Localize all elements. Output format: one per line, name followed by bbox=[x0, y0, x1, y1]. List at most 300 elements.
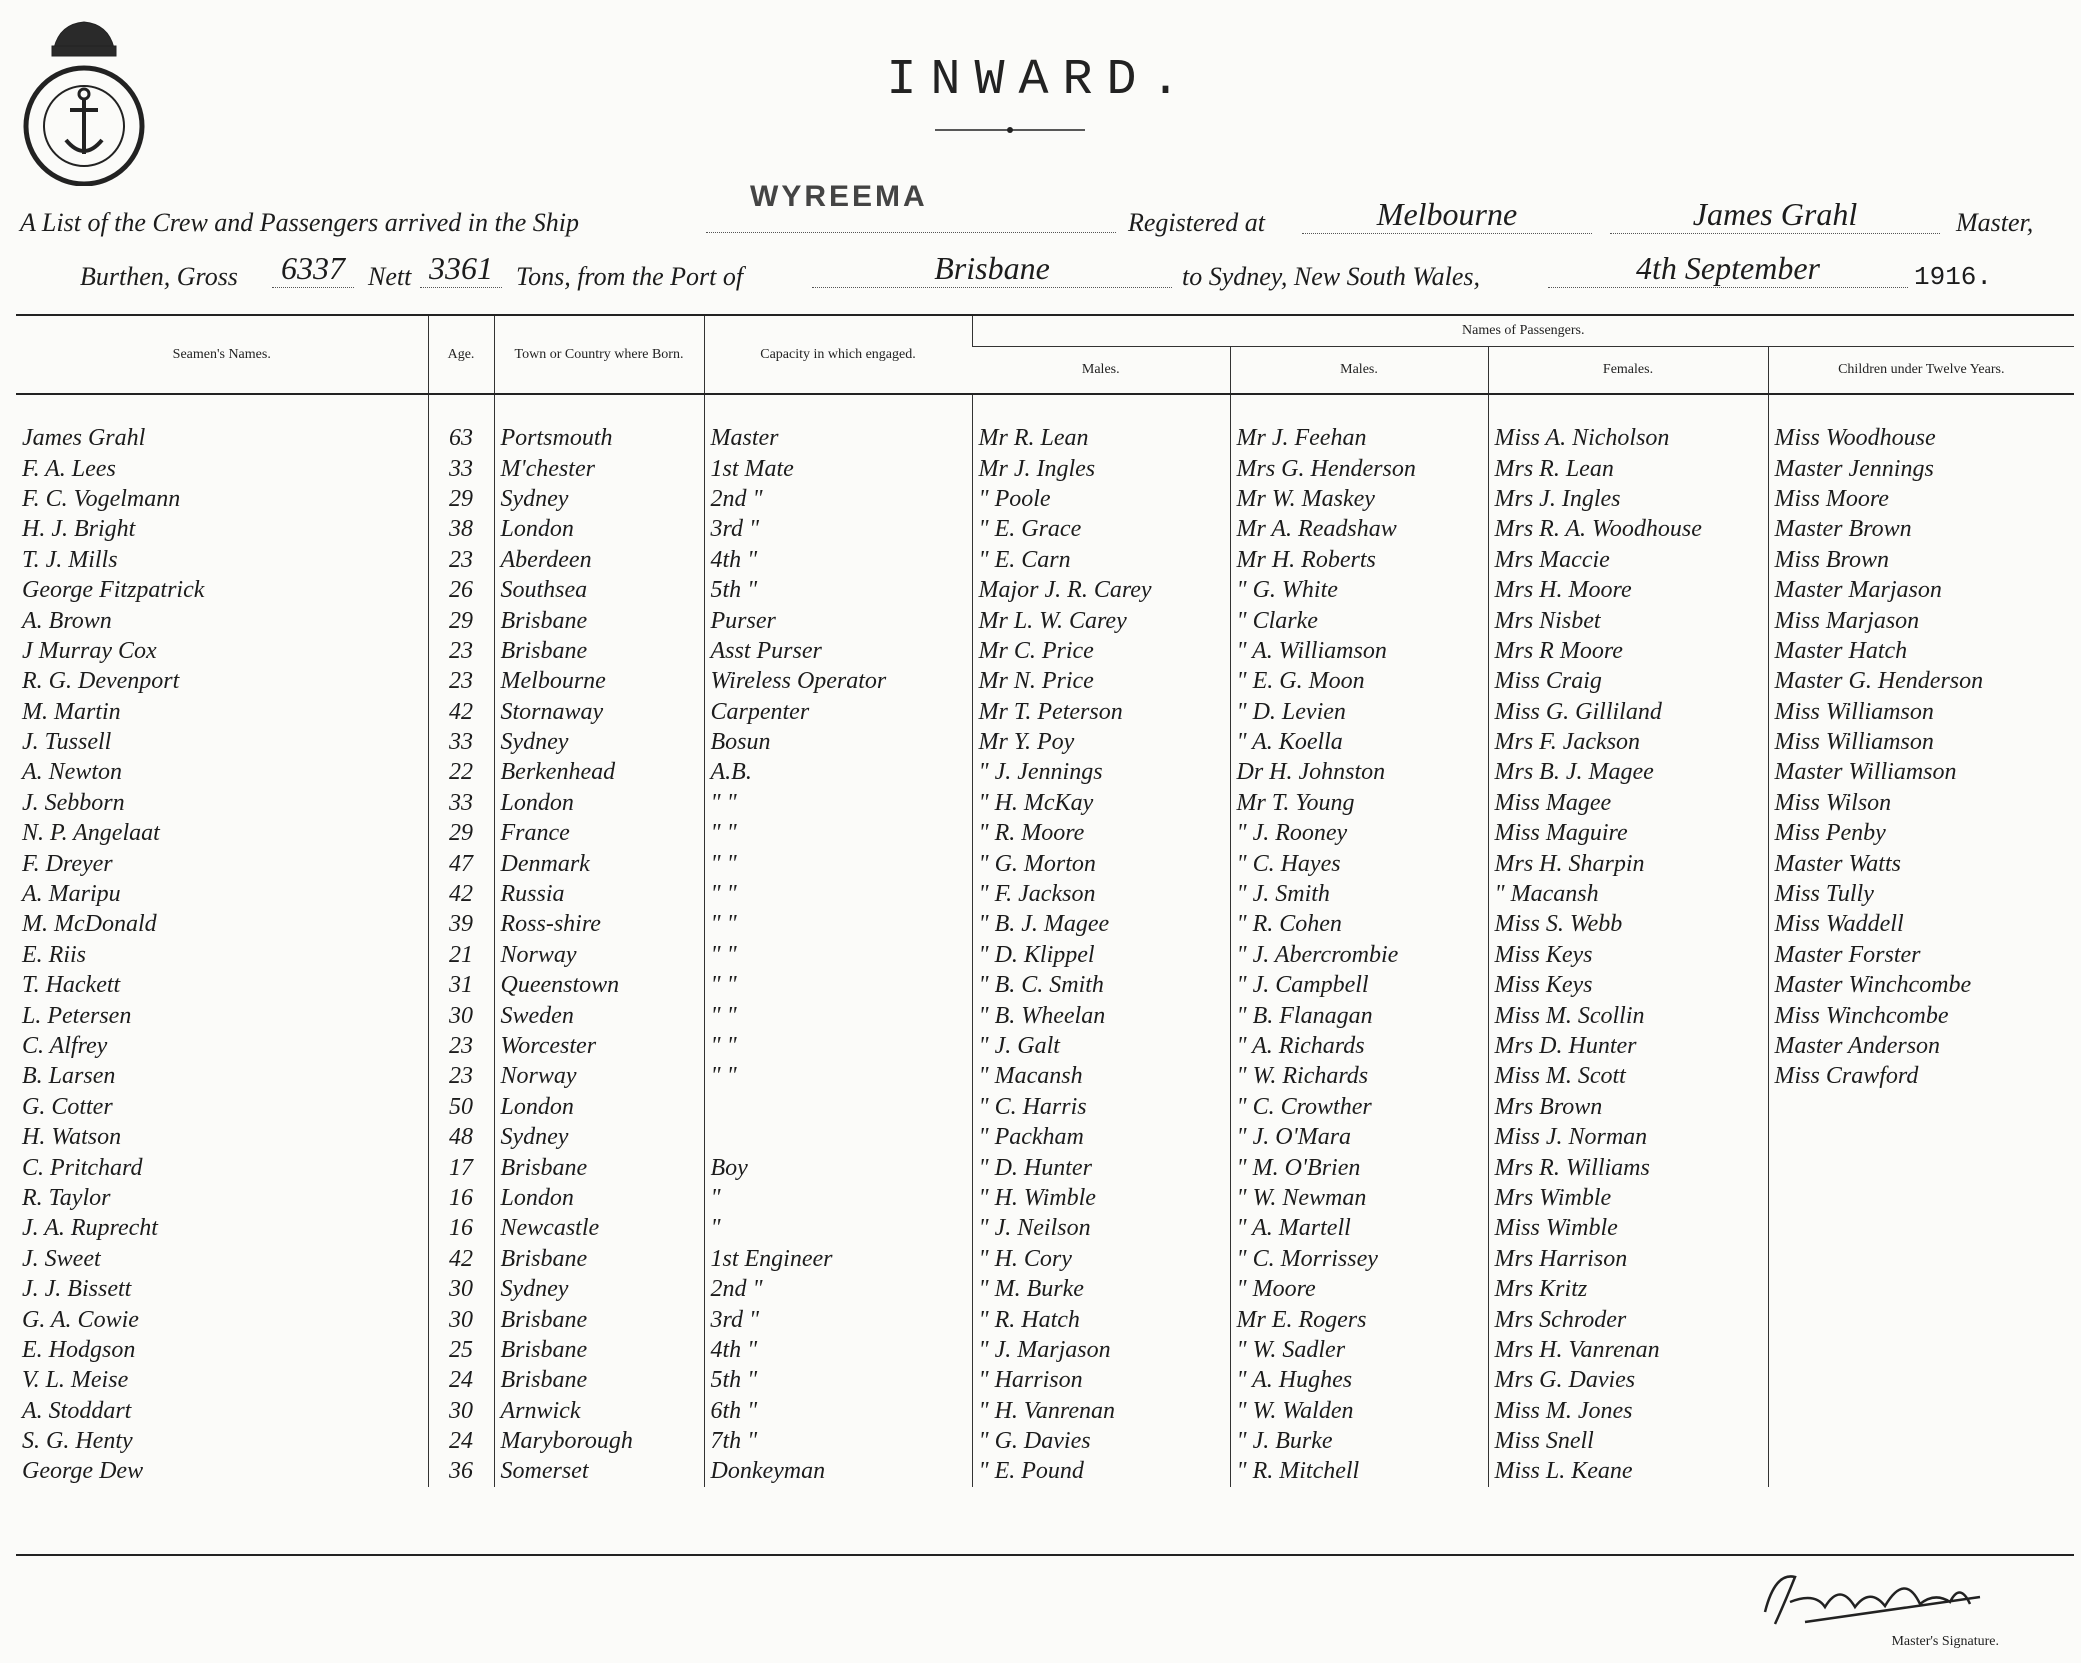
seaman-name: G. A. Cowie bbox=[22, 1306, 139, 1333]
seaman-name: T. Hackett bbox=[22, 972, 121, 999]
passenger-child bbox=[1768, 1183, 2074, 1213]
capacity: Asst Purser bbox=[704, 636, 972, 666]
passenger-male-2: " J. Campbell bbox=[1230, 970, 1488, 1000]
table-row bbox=[16, 636, 2074, 666]
passenger-female: Mrs R. Williams bbox=[1488, 1152, 1768, 1182]
passenger-male-1: " E. Pound bbox=[972, 1456, 1230, 1486]
birthplace: London bbox=[494, 788, 704, 818]
capacity: 6th " bbox=[704, 1396, 972, 1426]
passenger-male-1: " Poole bbox=[972, 484, 1230, 514]
col-females: Females. bbox=[1488, 347, 1768, 395]
col-where-born: Town or Country where Born. bbox=[494, 316, 704, 394]
capacity bbox=[704, 1122, 972, 1152]
passenger-male-1: Mr T. Peterson bbox=[972, 697, 1230, 727]
age: 33 bbox=[428, 453, 494, 483]
capacity: 5th " bbox=[704, 1365, 972, 1395]
col-males-2: Males. bbox=[1230, 347, 1488, 395]
passenger-child: Miss Woodhouse bbox=[1768, 394, 2074, 453]
seaman-name: F. C. Vogelmann bbox=[22, 485, 181, 512]
table-row bbox=[16, 1396, 2074, 1426]
passenger-female: Mrs Maccie bbox=[1488, 545, 1768, 575]
birthplace: Brisbane bbox=[494, 1335, 704, 1365]
birthplace: Ross-shire bbox=[494, 909, 704, 939]
birthplace: Sydney bbox=[494, 484, 704, 514]
capacity: " " bbox=[704, 970, 972, 1000]
col-age: Age. bbox=[428, 316, 494, 394]
table-row bbox=[16, 1183, 2074, 1213]
passenger-male-2: Mr H. Roberts bbox=[1230, 545, 1488, 575]
passenger-male-1: " Harrison bbox=[972, 1365, 1230, 1395]
passenger-female: Mrs Harrison bbox=[1488, 1244, 1768, 1274]
passenger-female: Mrs H. Moore bbox=[1488, 575, 1768, 605]
col-children: Children under Twelve Years. bbox=[1768, 347, 2074, 395]
passenger-female: Mrs D. Hunter bbox=[1488, 1031, 1768, 1061]
passenger-female: " Macansh bbox=[1488, 879, 1768, 909]
capacity: Boy bbox=[704, 1152, 972, 1182]
table-row bbox=[16, 1213, 2074, 1243]
seaman-name: J Murray Cox bbox=[22, 637, 157, 664]
burthen-label: Burthen, Gross bbox=[80, 262, 238, 291]
master-label: Master, bbox=[1956, 208, 2034, 237]
table-row bbox=[16, 909, 2074, 939]
birthplace: Queenstown bbox=[494, 970, 704, 1000]
table-row bbox=[16, 394, 2074, 453]
birthplace: Sydney bbox=[494, 1274, 704, 1304]
age: 33 bbox=[428, 727, 494, 757]
birthplace: M'chester bbox=[494, 453, 704, 483]
passenger-female: Miss A. Nicholson bbox=[1488, 394, 1768, 453]
seaman-name: J. Sebborn bbox=[22, 789, 125, 816]
title-ornament bbox=[935, 126, 1085, 134]
passenger-female: Miss Magee bbox=[1488, 788, 1768, 818]
table-row bbox=[16, 697, 2074, 727]
passenger-male-2: Mr T. Young bbox=[1230, 788, 1488, 818]
passenger-child: Miss Williamson bbox=[1768, 727, 2074, 757]
capacity: 4th " bbox=[704, 1335, 972, 1365]
capacity: " " bbox=[704, 848, 972, 878]
passenger-male-2: Mr E. Rogers bbox=[1230, 1304, 1488, 1334]
passenger-male-2: " J. Rooney bbox=[1230, 818, 1488, 848]
birthplace: Brisbane bbox=[494, 636, 704, 666]
header-line1-prefix: A List of the Crew and Passengers arrived in the Ship bbox=[20, 208, 579, 237]
passenger-male-1: " E. Carn bbox=[972, 545, 1230, 575]
passenger-male-2: " B. Flanagan bbox=[1230, 1000, 1488, 1030]
passenger-child: Master Hatch bbox=[1768, 636, 2074, 666]
capacity: Wireless Operator bbox=[704, 666, 972, 696]
birthplace: France bbox=[494, 818, 704, 848]
passenger-male-2: " R. Mitchell bbox=[1230, 1456, 1488, 1486]
capacity: 1st Engineer bbox=[704, 1244, 972, 1274]
birthplace: Stornaway bbox=[494, 697, 704, 727]
age: 42 bbox=[428, 1244, 494, 1274]
passenger-male-1: Mr J. Ingles bbox=[972, 453, 1230, 483]
passenger-male-1: " J. Marjason bbox=[972, 1335, 1230, 1365]
passenger-male-2: " J. O'Mara bbox=[1230, 1122, 1488, 1152]
passenger-male-1: " Macansh bbox=[972, 1061, 1230, 1091]
passenger-child: Miss Moore bbox=[1768, 484, 2074, 514]
passenger-male-1: " Packham bbox=[972, 1122, 1230, 1152]
passenger-child bbox=[1768, 1335, 2074, 1365]
table-row bbox=[16, 545, 2074, 575]
passenger-female: Mrs Wimble bbox=[1488, 1183, 1768, 1213]
capacity: " " bbox=[704, 1061, 972, 1091]
age: 17 bbox=[428, 1152, 494, 1182]
table-row bbox=[16, 1426, 2074, 1456]
age: 24 bbox=[428, 1426, 494, 1456]
passenger-female: Mrs G. Davies bbox=[1488, 1365, 1768, 1395]
passenger-child: Miss Waddell bbox=[1768, 909, 2074, 939]
birthplace: Brisbane bbox=[494, 1365, 704, 1395]
age: 38 bbox=[428, 514, 494, 544]
birthplace: Russia bbox=[494, 879, 704, 909]
passenger-male-2: " Moore bbox=[1230, 1274, 1488, 1304]
passenger-child bbox=[1768, 1396, 2074, 1426]
table-row bbox=[16, 1304, 2074, 1334]
seaman-name: R. G. Devenport bbox=[22, 668, 180, 695]
capacity: 1st Mate bbox=[704, 453, 972, 483]
seaman-name: S. G. Henty bbox=[22, 1428, 133, 1455]
col-males-1: Males. bbox=[972, 347, 1230, 395]
passenger-child: Miss Penby bbox=[1768, 818, 2074, 848]
passenger-male-2: Dr H. Johnston bbox=[1230, 757, 1488, 787]
capacity: " bbox=[704, 1183, 972, 1213]
seaman-name: F. Dreyer bbox=[22, 850, 113, 877]
age: 16 bbox=[428, 1213, 494, 1243]
birthplace: Brisbane bbox=[494, 1244, 704, 1274]
capacity: 3rd " bbox=[704, 1304, 972, 1334]
passenger-male-2: " W. Richards bbox=[1230, 1061, 1488, 1091]
birthplace: Arnwick bbox=[494, 1396, 704, 1426]
arrival-year: 1916. bbox=[1914, 262, 1993, 292]
seaman-name: H. J. Bright bbox=[22, 516, 136, 543]
master-name: James Grahl bbox=[1610, 196, 1940, 234]
capacity: 3rd " bbox=[704, 514, 972, 544]
age: 48 bbox=[428, 1122, 494, 1152]
birthplace: London bbox=[494, 1092, 704, 1122]
seaman-name: V. L. Meise bbox=[22, 1367, 129, 1394]
port-from: Brisbane bbox=[812, 250, 1172, 288]
passenger-child bbox=[1768, 1122, 2074, 1152]
table-row bbox=[16, 666, 2074, 696]
passenger-male-1: " D. Klippel bbox=[972, 940, 1230, 970]
passenger-child: Miss Tully bbox=[1768, 879, 2074, 909]
table-row bbox=[16, 1335, 2074, 1365]
birthplace: Sydney bbox=[494, 1122, 704, 1152]
capacity: 7th " bbox=[704, 1426, 972, 1456]
passenger-female: Mrs F. Jackson bbox=[1488, 727, 1768, 757]
passenger-male-2: " E. G. Moon bbox=[1230, 666, 1488, 696]
passenger-male-2: " A. Koella bbox=[1230, 727, 1488, 757]
passenger-female: Miss M. Jones bbox=[1488, 1396, 1768, 1426]
seaman-name: A. Newton bbox=[22, 759, 122, 786]
passenger-male-1: " J. Galt bbox=[972, 1031, 1230, 1061]
birthplace: Worcester bbox=[494, 1031, 704, 1061]
passenger-male-2: " J. Abercrombie bbox=[1230, 940, 1488, 970]
table-row bbox=[16, 940, 2074, 970]
passenger-male-1: " H. Wimble bbox=[972, 1183, 1230, 1213]
seaman-name: H. Watson bbox=[22, 1124, 122, 1151]
passenger-male-2: " C. Hayes bbox=[1230, 848, 1488, 878]
age: 23 bbox=[428, 1031, 494, 1061]
age: 31 bbox=[428, 970, 494, 1000]
passenger-female: Miss M. Scollin bbox=[1488, 1000, 1768, 1030]
birthplace: Portsmouth bbox=[494, 394, 704, 453]
seaman-name: R. Taylor bbox=[22, 1184, 111, 1211]
birthplace: Maryborough bbox=[494, 1426, 704, 1456]
seaman-name: A. Maripu bbox=[22, 881, 121, 908]
crew-passenger-table bbox=[16, 314, 2074, 1556]
passenger-male-1: " J. Jennings bbox=[972, 757, 1230, 787]
passenger-child: Master Jennings bbox=[1768, 453, 2074, 483]
passenger-male-1: Mr C. Price bbox=[972, 636, 1230, 666]
arrival-date: 4th September bbox=[1548, 250, 1908, 288]
capacity: 2nd " bbox=[704, 1274, 972, 1304]
table-row bbox=[16, 879, 2074, 909]
passenger-male-2: " D. Levien bbox=[1230, 697, 1488, 727]
passenger-female: Miss S. Webb bbox=[1488, 909, 1768, 939]
passenger-female: Mrs Nisbet bbox=[1488, 605, 1768, 635]
capacity: " " bbox=[704, 940, 972, 970]
passenger-male-2: " W. Walden bbox=[1230, 1396, 1488, 1426]
ship-name-line bbox=[706, 196, 1116, 233]
passenger-male-2: " C. Crowther bbox=[1230, 1092, 1488, 1122]
passenger-female: Mrs Schroder bbox=[1488, 1304, 1768, 1334]
age: 63 bbox=[428, 394, 494, 453]
age: 50 bbox=[428, 1092, 494, 1122]
capacity: Donkeyman bbox=[704, 1456, 972, 1486]
age: 39 bbox=[428, 909, 494, 939]
seaman-name: F. A. Lees bbox=[22, 455, 116, 482]
capacity: A.B. bbox=[704, 757, 972, 787]
birthplace: Norway bbox=[494, 1061, 704, 1091]
seaman-name: George Dew bbox=[22, 1458, 144, 1485]
passenger-child: Master Watts bbox=[1768, 848, 2074, 878]
birthplace: London bbox=[494, 514, 704, 544]
age: 24 bbox=[428, 1365, 494, 1395]
passenger-male-1: " F. Jackson bbox=[972, 879, 1230, 909]
table-row bbox=[16, 575, 2074, 605]
passenger-child: Miss Williamson bbox=[1768, 697, 2074, 727]
passenger-child: Miss Brown bbox=[1768, 545, 2074, 575]
registered-at: Melbourne bbox=[1302, 196, 1592, 234]
passenger-female: Miss G. Gilliland bbox=[1488, 697, 1768, 727]
capacity: " " bbox=[704, 1000, 972, 1030]
age: 30 bbox=[428, 1396, 494, 1426]
capacity: " " bbox=[704, 1031, 972, 1061]
table-row bbox=[16, 1274, 2074, 1304]
table-row bbox=[16, 1365, 2074, 1395]
seaman-name: J. J. Bissett bbox=[22, 1276, 132, 1303]
seaman-name: J. A. Ruprecht bbox=[22, 1215, 158, 1242]
capacity: 4th " bbox=[704, 545, 972, 575]
passenger-male-1: Mr R. Lean bbox=[972, 394, 1230, 453]
passenger-male-2: " A. Richards bbox=[1230, 1031, 1488, 1061]
table-row bbox=[16, 1152, 2074, 1182]
table-row bbox=[16, 1122, 2074, 1152]
passenger-female: Mrs B. J. Magee bbox=[1488, 757, 1768, 787]
age: 30 bbox=[428, 1274, 494, 1304]
birthplace: London bbox=[494, 1183, 704, 1213]
age: 47 bbox=[428, 848, 494, 878]
passenger-male-2: " C. Morrissey bbox=[1230, 1244, 1488, 1274]
passenger-male-1: " B. J. Magee bbox=[972, 909, 1230, 939]
seaman-name: N. P. Angelaat bbox=[22, 820, 160, 847]
age: 30 bbox=[428, 1000, 494, 1030]
birthplace: Newcastle bbox=[494, 1213, 704, 1243]
passenger-child: Master Brown bbox=[1768, 514, 2074, 544]
capacity: " " bbox=[704, 909, 972, 939]
passenger-male-1: Mr L. W. Carey bbox=[972, 605, 1230, 635]
ship-name-stamp: WYREEMA bbox=[750, 180, 928, 213]
age: 23 bbox=[428, 666, 494, 696]
passenger-child: Master Winchcombe bbox=[1768, 970, 2074, 1000]
page-title: INWARD. bbox=[886, 52, 1195, 109]
birthplace: Denmark bbox=[494, 848, 704, 878]
table-row bbox=[16, 970, 2074, 1000]
table-row bbox=[16, 1000, 2074, 1030]
passenger-child bbox=[1768, 1092, 2074, 1122]
birthplace: Sweden bbox=[494, 1000, 704, 1030]
registered-label: Registered at bbox=[1128, 208, 1265, 237]
birthplace: Berkenhead bbox=[494, 757, 704, 787]
capacity: " " bbox=[704, 818, 972, 848]
passenger-male-1: " B. Wheelan bbox=[972, 1000, 1230, 1030]
table-row bbox=[16, 727, 2074, 757]
table-row bbox=[16, 514, 2074, 544]
passenger-male-1: " H. Vanrenan bbox=[972, 1396, 1230, 1426]
passenger-female: Mrs R. Lean bbox=[1488, 453, 1768, 483]
capacity: " " bbox=[704, 788, 972, 818]
seaman-name: C. Pritchard bbox=[22, 1154, 143, 1181]
gross-tons: 6337 bbox=[272, 250, 354, 288]
table-row bbox=[16, 605, 2074, 635]
birthplace: Somerset bbox=[494, 1456, 704, 1486]
passenger-female: Miss Snell bbox=[1488, 1426, 1768, 1456]
seaman-name: J. Tussell bbox=[22, 729, 112, 756]
passenger-male-2: " Clarke bbox=[1230, 605, 1488, 635]
seaman-name: E. Riis bbox=[22, 941, 86, 968]
seaman-name: C. Alfrey bbox=[22, 1033, 108, 1059]
passenger-female: Mrs R Moore bbox=[1488, 636, 1768, 666]
passenger-female: Mrs Brown bbox=[1488, 1092, 1768, 1122]
birthplace: Brisbane bbox=[494, 605, 704, 635]
capacity: " " bbox=[704, 879, 972, 909]
passenger-child: Master Forster bbox=[1768, 940, 2074, 970]
passenger-child bbox=[1768, 1244, 2074, 1274]
age: 29 bbox=[428, 484, 494, 514]
col-capacity: Capacity in which engaged. bbox=[704, 316, 972, 394]
table-row bbox=[16, 1031, 2074, 1061]
seaman-name: M. McDonald bbox=[22, 911, 157, 938]
passenger-male-1: " B. C. Smith bbox=[972, 970, 1230, 1000]
passenger-male-1: " G. Davies bbox=[972, 1426, 1230, 1456]
passenger-male-2: " A. Hughes bbox=[1230, 1365, 1488, 1395]
seaman-name: George Fitzpatrick bbox=[22, 577, 205, 604]
capacity: Purser bbox=[704, 605, 972, 635]
age: 25 bbox=[428, 1335, 494, 1365]
birthplace: Melbourne bbox=[494, 666, 704, 696]
seaman-name: B. Larsen bbox=[22, 1063, 116, 1090]
capacity bbox=[704, 1092, 972, 1122]
col-names-of-passengers: Names of Passengers. bbox=[972, 316, 2074, 347]
age: 33 bbox=[428, 788, 494, 818]
capacity: 5th " bbox=[704, 575, 972, 605]
passenger-female: Miss Maguire bbox=[1488, 818, 1768, 848]
age: 42 bbox=[428, 879, 494, 909]
passenger-male-1: Mr N. Price bbox=[972, 666, 1230, 696]
passenger-male-2: Mr A. Readshaw bbox=[1230, 514, 1488, 544]
passenger-male-2: " J. Burke bbox=[1230, 1426, 1488, 1456]
capacity: Bosun bbox=[704, 727, 972, 757]
capacity: 2nd " bbox=[704, 484, 972, 514]
seaman-name: E. Hodgson bbox=[22, 1336, 136, 1363]
table-row bbox=[16, 788, 2074, 818]
passenger-child bbox=[1768, 1456, 2074, 1486]
age: 26 bbox=[428, 575, 494, 605]
to-sydney-label: to Sydney, New South Wales, bbox=[1182, 262, 1481, 291]
passenger-male-2: " W. Newman bbox=[1230, 1183, 1488, 1213]
age: 21 bbox=[428, 940, 494, 970]
passenger-male-2: " J. Smith bbox=[1230, 879, 1488, 909]
passenger-child bbox=[1768, 1213, 2074, 1243]
passenger-male-1: " E. Grace bbox=[972, 514, 1230, 544]
table-row bbox=[16, 848, 2074, 878]
passenger-female: Miss J. Norman bbox=[1488, 1122, 1768, 1152]
age: 29 bbox=[428, 605, 494, 635]
capacity: " bbox=[704, 1213, 972, 1243]
table-row bbox=[16, 1061, 2074, 1091]
table-row bbox=[16, 453, 2074, 483]
passenger-male-1: " C. Harris bbox=[972, 1092, 1230, 1122]
passenger-child: Miss Marjason bbox=[1768, 605, 2074, 635]
passenger-male-1: " D. Hunter bbox=[972, 1152, 1230, 1182]
birthplace: Southsea bbox=[494, 575, 704, 605]
passenger-child bbox=[1768, 1152, 2074, 1182]
passenger-female: Miss L. Keane bbox=[1488, 1456, 1768, 1486]
age: 23 bbox=[428, 636, 494, 666]
passenger-male-2: " A. Martell bbox=[1230, 1213, 1488, 1243]
birthplace: Aberdeen bbox=[494, 545, 704, 575]
passenger-male-1: " H. Cory bbox=[972, 1244, 1230, 1274]
passenger-child bbox=[1768, 1365, 2074, 1395]
age: 23 bbox=[428, 1061, 494, 1091]
passenger-child: Master G. Henderson bbox=[1768, 666, 2074, 696]
signature-label: Master's Signature. bbox=[1891, 1634, 1999, 1649]
table-row bbox=[16, 818, 2074, 848]
col-seamen-names: Seamen's Names. bbox=[16, 316, 428, 394]
birthplace: Brisbane bbox=[494, 1304, 704, 1334]
passenger-male-1: " H. McKay bbox=[972, 788, 1230, 818]
passenger-child: Miss Crawford bbox=[1768, 1061, 2074, 1091]
table-row bbox=[16, 1092, 2074, 1122]
birthplace: Brisbane bbox=[494, 1152, 704, 1182]
passenger-male-1: " J. Neilson bbox=[972, 1213, 1230, 1243]
seaman-name: A. Stoddart bbox=[22, 1397, 132, 1424]
passenger-child bbox=[1768, 1274, 2074, 1304]
tons-from-port-label: Tons, from the Port of bbox=[516, 262, 744, 291]
passenger-male-2: " R. Cohen bbox=[1230, 909, 1488, 939]
passenger-male-1: Mr Y. Poy bbox=[972, 727, 1230, 757]
passenger-male-2: Mr W. Maskey bbox=[1230, 484, 1488, 514]
passenger-female: Miss Craig bbox=[1488, 666, 1768, 696]
passenger-female: Mrs H. Vanrenan bbox=[1488, 1335, 1768, 1365]
nett-tons: 3361 bbox=[420, 250, 502, 288]
master-signature bbox=[1745, 1562, 1995, 1632]
birthplace: Norway bbox=[494, 940, 704, 970]
table-body bbox=[16, 394, 2074, 1487]
passenger-male-2: " A. Williamson bbox=[1230, 636, 1488, 666]
passenger-female: Miss M. Scott bbox=[1488, 1061, 1768, 1091]
